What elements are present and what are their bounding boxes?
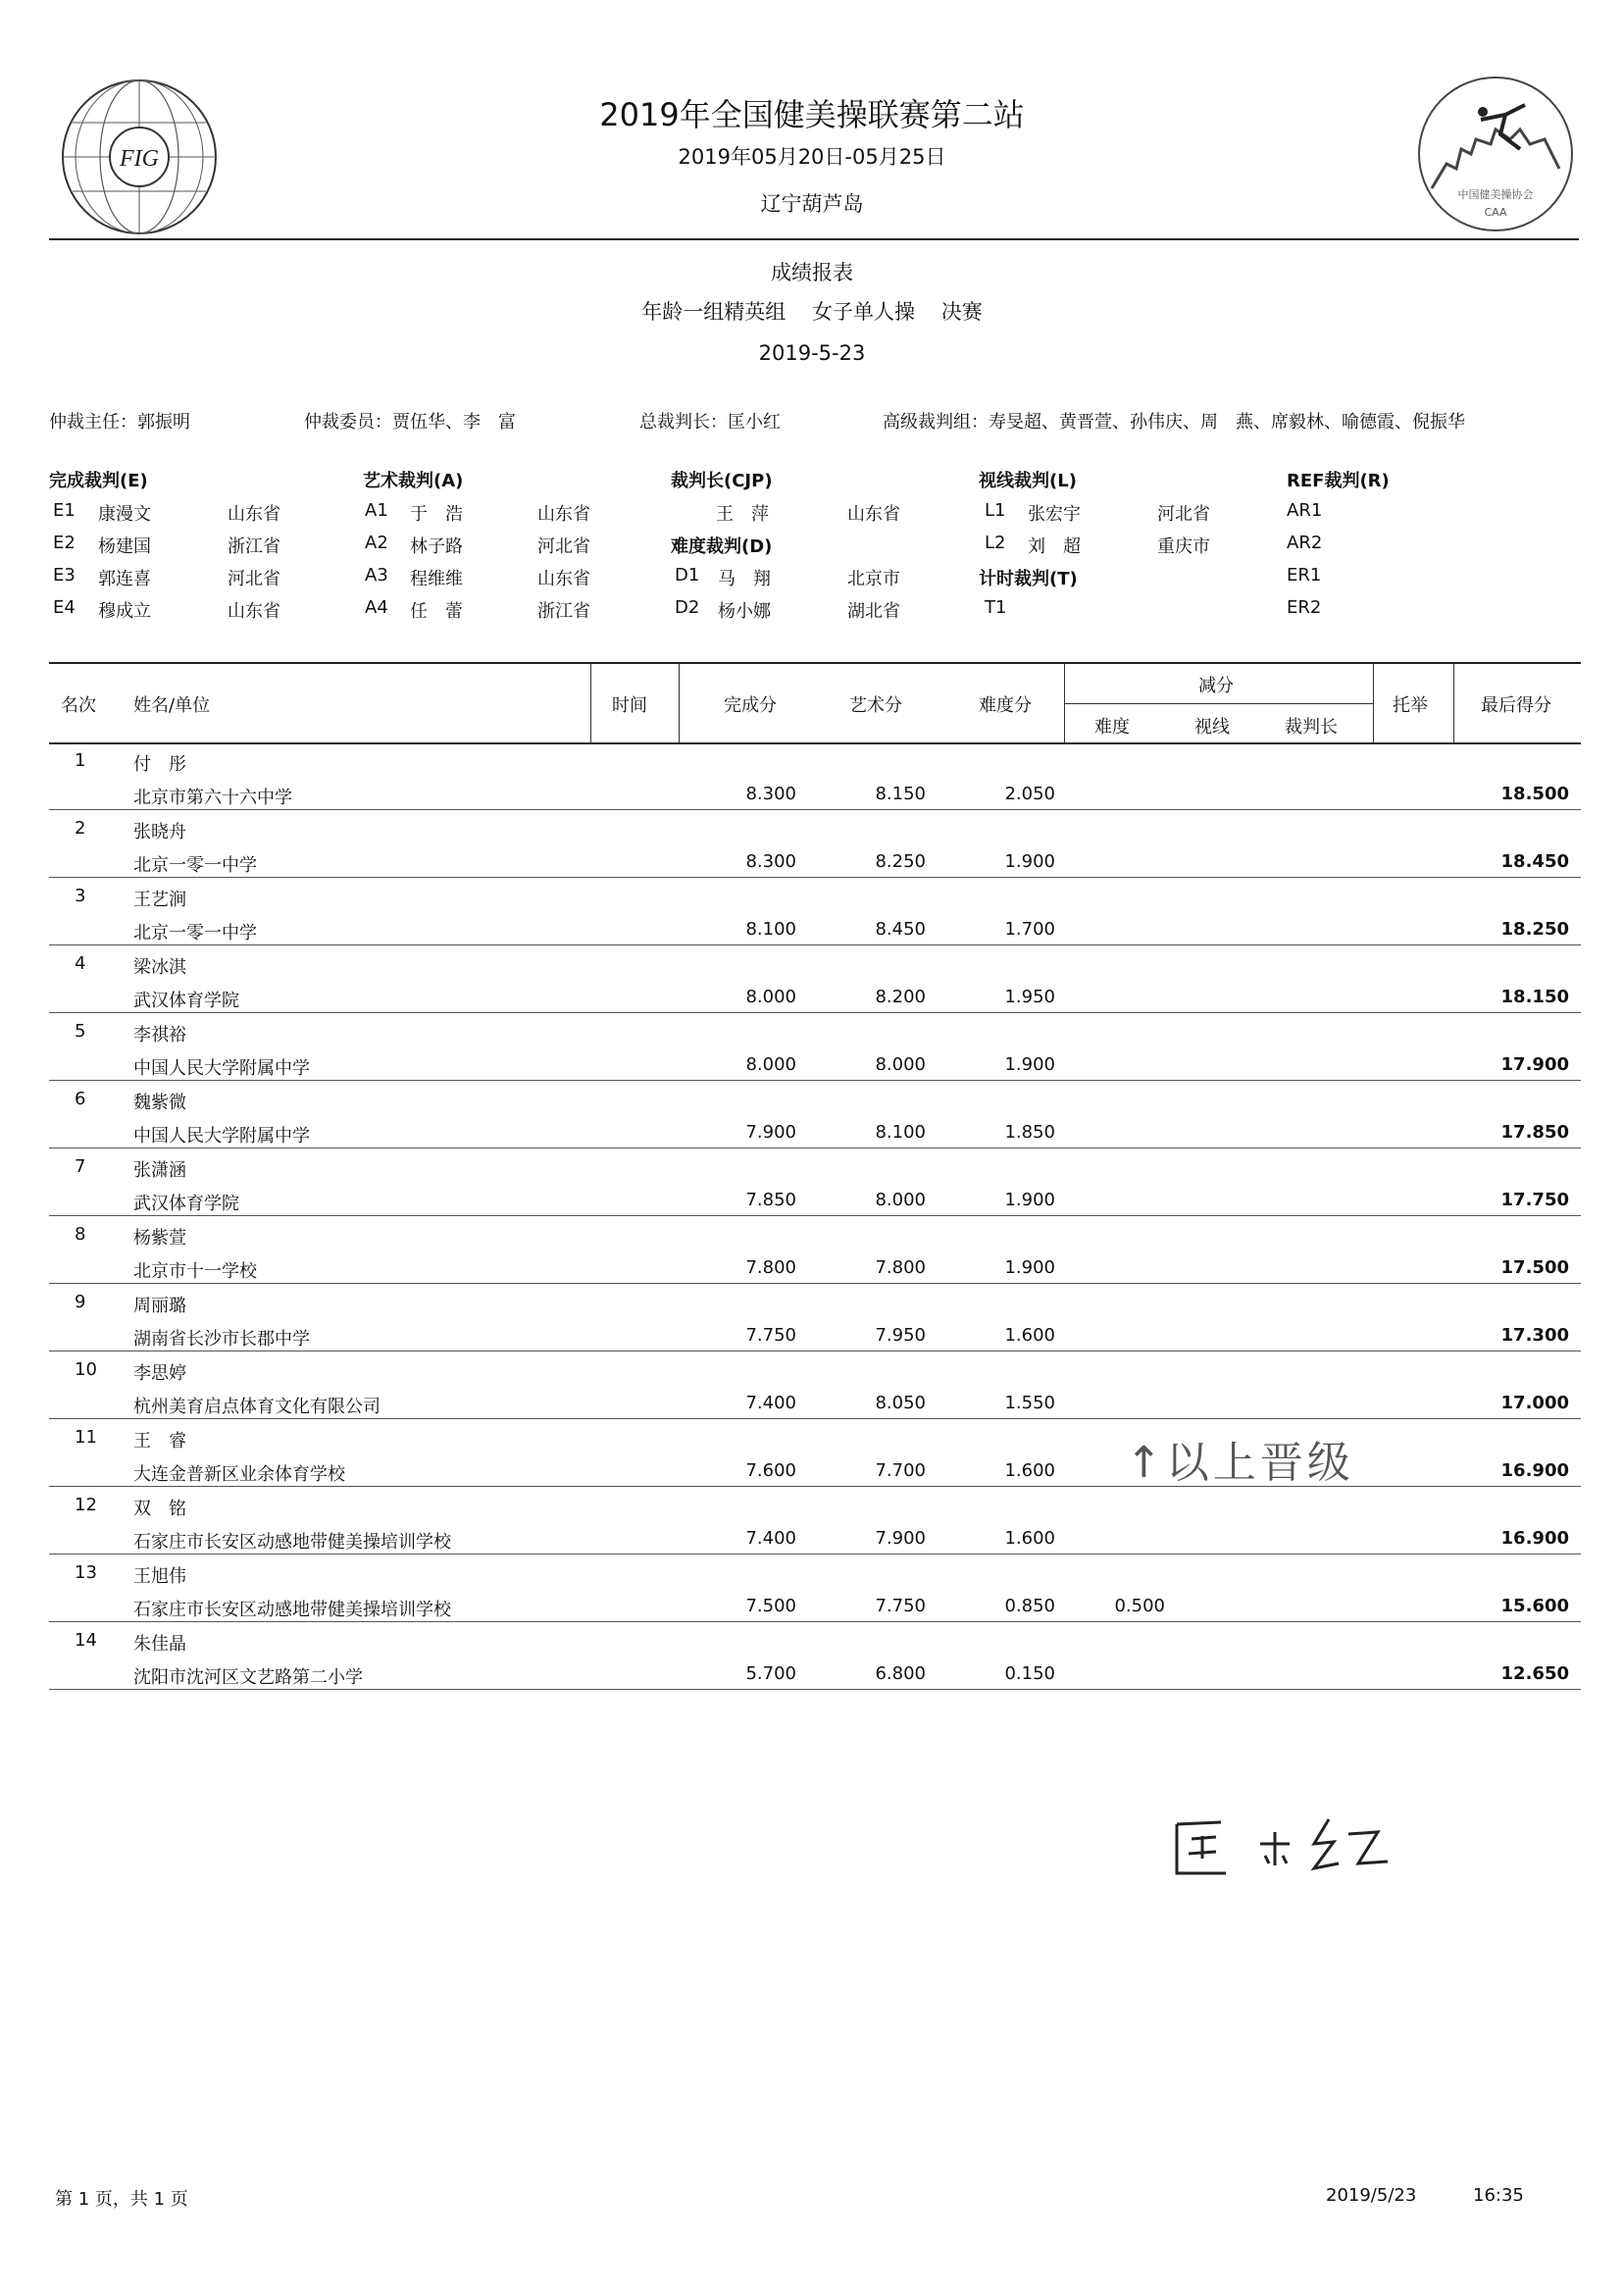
rank-cell: 2 [75, 818, 86, 839]
judge-a3-name: 程维维 [410, 569, 463, 589]
diff-score: 1.900 [1004, 1257, 1055, 1278]
judge-l1-prov: 河北省 [1157, 504, 1210, 525]
report-date: 2019-5-23 [758, 341, 866, 365]
athlete-name: 梁冰淇 [133, 957, 186, 978]
athlete-name: 杨紫萱 [133, 1228, 186, 1249]
athlete-name: 付 彤 [133, 754, 186, 775]
judge-e1-prov: 山东省 [228, 504, 280, 525]
judge-l1-code: L1 [985, 500, 1006, 521]
rank-cell: 6 [75, 1089, 86, 1109]
final-score: 18.150 [1500, 987, 1569, 1007]
judge-a1-code: A1 [365, 500, 388, 521]
diff-score: 1.900 [1004, 1054, 1055, 1075]
panel-header-artistic: 艺术裁判(A) [363, 471, 464, 491]
athlete-name: 张晓舟 [133, 822, 186, 842]
page-number: 第 1 页，共 1 页 [55, 2189, 188, 2210]
deduct-diff: 0.500 [1114, 1596, 1165, 1616]
judge-a4-name: 任 蕾 [410, 601, 463, 622]
table-row [49, 742, 1581, 810]
final-score: 17.750 [1500, 1190, 1569, 1210]
athlete-name: 朱佳晶 [133, 1634, 186, 1655]
athlete-unit: 中国人民大学附属中学 [133, 1126, 310, 1147]
athlete-name: 王艺涧 [133, 890, 186, 910]
diff-score: 1.950 [1004, 987, 1055, 1007]
diff-score: 1.550 [1004, 1393, 1055, 1413]
art-score: 8.200 [875, 987, 926, 1007]
art-score: 8.000 [875, 1054, 926, 1075]
judge-e1-code: E1 [53, 500, 76, 521]
art-score: 8.150 [875, 784, 926, 804]
exec-score: 7.900 [745, 1122, 796, 1143]
final-score: 17.300 [1500, 1325, 1569, 1346]
final-score: 18.450 [1500, 851, 1569, 872]
diff-score: 1.900 [1004, 1190, 1055, 1210]
judge-l2-name: 刘 超 [1028, 536, 1081, 557]
exec-score: 7.400 [745, 1393, 796, 1413]
diff-score: 2.050 [1004, 784, 1055, 804]
exec-score: 8.100 [745, 919, 796, 940]
head-judge: 总裁判长：匡小红 [639, 412, 781, 433]
col-divider [590, 664, 591, 742]
art-score: 8.050 [875, 1393, 926, 1413]
judge-cjp-name: 王 萍 [716, 504, 769, 525]
diff-score: 0.850 [1004, 1596, 1055, 1616]
judge-e3-code: E3 [53, 565, 76, 586]
art-score: 7.700 [875, 1460, 926, 1481]
event-dates: 2019年05月20日-05月25日 [678, 145, 946, 169]
rank-cell: 1 [75, 750, 86, 771]
judge-a1-prov: 山东省 [537, 504, 590, 525]
deduct-divider [1064, 703, 1373, 704]
art-score: 8.100 [875, 1122, 926, 1143]
judge-a2-name: 林子路 [410, 536, 463, 557]
col-ded-line-header: 视线 [1194, 717, 1230, 738]
judge-ar2: AR2 [1287, 533, 1323, 553]
final-score: 12.650 [1500, 1663, 1569, 1684]
col-divider [679, 664, 680, 742]
final-score: 17.000 [1500, 1393, 1569, 1413]
athlete-unit: 中国人民大学附属中学 [133, 1058, 310, 1079]
table-row [49, 1284, 1581, 1351]
col-ded-cjp-header: 裁判长 [1285, 717, 1338, 738]
judge-er1: ER1 [1287, 565, 1322, 586]
exec-score: 7.400 [745, 1528, 796, 1549]
athlete-unit: 大连金普新区业余体育学校 [133, 1464, 345, 1485]
exec-score: 8.300 [745, 784, 796, 804]
judge-t1-code: T1 [985, 597, 1007, 618]
exec-score: 8.000 [745, 987, 796, 1007]
judge-l2-code: L2 [985, 533, 1006, 553]
panel-header-execution: 完成裁判(E) [49, 471, 148, 491]
col-exec-header: 完成分 [724, 695, 777, 716]
col-art-header: 艺术分 [849, 695, 902, 716]
diff-score: 0.150 [1004, 1663, 1055, 1684]
athlete-name: 张潇涵 [133, 1160, 186, 1181]
rank-cell: 5 [75, 1021, 86, 1042]
athlete-unit: 沈阳市沈河区文艺路第二小学 [133, 1667, 363, 1688]
athlete-name: 王 睿 [133, 1431, 186, 1452]
col-name-header: 姓名/单位 [133, 695, 211, 716]
judge-a3-code: A3 [365, 565, 388, 586]
rank-cell: 11 [75, 1427, 97, 1448]
report-category: 年龄一组精英组 女子单人操 决赛 [641, 300, 983, 324]
table-row [49, 1555, 1581, 1622]
rank-cell: 7 [75, 1156, 86, 1177]
senior-judges: 高级裁判组：寿旻超、黄晋萱、孙伟庆、周 燕、席毅林、喻德霞、倪振华 [883, 412, 1465, 433]
report-title: 成绩报表 [771, 261, 853, 284]
judge-d2-name: 杨小娜 [718, 601, 771, 622]
table-row [49, 1081, 1581, 1148]
exec-score: 8.000 [745, 1054, 796, 1075]
panel-header-difficulty: 难度裁判(D) [671, 536, 773, 557]
art-score: 8.450 [875, 919, 926, 940]
judge-l1-name: 张宏宇 [1028, 504, 1081, 525]
svg-text:CAA: CAA [1484, 206, 1507, 219]
art-score: 7.950 [875, 1325, 926, 1346]
table-row [49, 1487, 1581, 1555]
judge-e3-name: 郭连喜 [98, 569, 151, 589]
col-divider [1373, 664, 1374, 742]
judge-a1-name: 于 浩 [410, 504, 463, 525]
athlete-unit: 石家庄市长安区动感地带健美操培训学校 [133, 1600, 451, 1620]
exec-score: 7.850 [745, 1190, 796, 1210]
final-score: 17.500 [1500, 1257, 1569, 1278]
judge-a3-prov: 山东省 [537, 569, 590, 589]
athlete-unit: 北京一零一中学 [133, 855, 257, 876]
exec-score: 7.800 [745, 1257, 796, 1278]
table-row [49, 945, 1581, 1013]
panel-header-line: 视线裁判(L) [979, 471, 1077, 491]
col-diff-header: 难度分 [979, 695, 1032, 716]
final-score: 16.900 [1500, 1460, 1569, 1481]
judge-er2: ER2 [1287, 597, 1322, 618]
art-score: 7.900 [875, 1528, 926, 1549]
judge-d1-prov: 北京市 [847, 569, 900, 589]
event-title: 2019年全国健美操联赛第二站 [599, 96, 1025, 133]
promotion-note: ↑以上晋级 [1126, 1438, 1354, 1488]
judge-e1-name: 康漫文 [98, 504, 151, 525]
panel-header-timing: 计时裁判(T) [979, 569, 1078, 589]
col-deduct-header: 减分 [1198, 676, 1234, 696]
col-divider [1453, 664, 1454, 742]
athlete-unit: 石家庄市长安区动感地带健美操培训学校 [133, 1532, 451, 1553]
athlete-unit: 湖南省长沙市长郡中学 [133, 1329, 310, 1350]
panel-header-ref: REF裁判(R) [1287, 471, 1390, 491]
col-final-header: 最后得分 [1481, 695, 1551, 716]
header-divider [49, 238, 1579, 240]
table-row [49, 1622, 1581, 1690]
rank-cell: 10 [75, 1359, 97, 1380]
judge-cjp-prov: 山东省 [847, 504, 900, 525]
arbitration-committee: 仲裁委员：贾伍华、李 富 [304, 412, 516, 433]
final-score: 16.900 [1500, 1528, 1569, 1549]
judge-a2-prov: 河北省 [537, 536, 590, 557]
col-time-header: 时间 [612, 695, 647, 716]
final-score: 17.850 [1500, 1122, 1569, 1143]
exec-score: 5.700 [745, 1663, 796, 1684]
art-score: 8.250 [875, 851, 926, 872]
col-rank-header: 名次 [61, 695, 96, 716]
final-score: 18.250 [1500, 919, 1569, 940]
judge-e2-prov: 浙江省 [228, 536, 280, 557]
judge-d2-prov: 湖北省 [847, 601, 900, 622]
diff-score: 1.600 [1004, 1528, 1055, 1549]
judge-e4-prov: 山东省 [228, 601, 280, 622]
diff-score: 1.900 [1004, 851, 1055, 872]
rank-cell: 8 [75, 1224, 86, 1245]
judge-d1-code: D1 [675, 565, 700, 586]
rank-cell: 9 [75, 1292, 86, 1312]
rank-cell: 12 [75, 1495, 97, 1515]
diff-score: 1.600 [1004, 1325, 1055, 1346]
final-score: 15.600 [1500, 1596, 1569, 1616]
panel-header-cjp: 裁判长(CJP) [671, 471, 773, 491]
svg-text:FIG: FIG [120, 146, 159, 172]
table-row [49, 878, 1581, 945]
athlete-name: 李思婷 [133, 1363, 186, 1384]
athlete-name: 王旭伟 [133, 1566, 186, 1587]
table-header [49, 662, 1581, 744]
athlete-unit: 北京市十一学校 [133, 1261, 257, 1282]
athlete-name: 周丽璐 [133, 1296, 186, 1316]
athlete-unit: 杭州美育启点体育文化有限公司 [133, 1397, 381, 1417]
exec-score: 7.500 [745, 1596, 796, 1616]
judge-l2-prov: 重庆市 [1157, 536, 1210, 557]
diff-score: 1.600 [1004, 1460, 1055, 1481]
exec-score: 7.600 [745, 1460, 796, 1481]
diff-score: 1.850 [1004, 1122, 1055, 1143]
table-row [49, 1148, 1581, 1216]
event-location: 辽宁葫芦岛 [760, 192, 864, 216]
col-lift-header: 托举 [1393, 695, 1428, 716]
judge-e4-name: 穆成立 [98, 601, 151, 622]
judge-e2-name: 杨建国 [98, 536, 151, 557]
final-score: 18.500 [1500, 784, 1569, 804]
table-row [49, 810, 1581, 878]
row-separator [49, 1689, 1581, 1690]
judge-a4-code: A4 [365, 597, 388, 618]
table-row [49, 1013, 1581, 1081]
exec-score: 7.750 [745, 1325, 796, 1346]
judge-d1-name: 马 翔 [718, 569, 771, 589]
arbitration-chief: 仲裁主任：郭振明 [49, 412, 190, 433]
judge-e3-prov: 河北省 [228, 569, 280, 589]
athlete-unit: 北京一零一中学 [133, 923, 257, 943]
art-score: 8.000 [875, 1190, 926, 1210]
judge-a2-code: A2 [365, 533, 388, 553]
rank-cell: 3 [75, 886, 86, 906]
art-score: 6.800 [875, 1663, 926, 1684]
rank-cell: 14 [75, 1630, 97, 1651]
print-date: 2019/5/23 [1326, 2185, 1417, 2206]
head-judge-signature [1167, 1805, 1412, 1883]
judge-d2-code: D2 [675, 597, 700, 618]
rank-cell: 4 [75, 953, 86, 974]
table-row [49, 1216, 1581, 1284]
judge-a4-prov: 浙江省 [537, 601, 590, 622]
table-row [49, 1351, 1581, 1419]
print-time: 16:35 [1473, 2185, 1524, 2206]
art-score: 7.800 [875, 1257, 926, 1278]
judge-ar1: AR1 [1287, 500, 1323, 521]
athlete-unit: 武汉体育学院 [133, 991, 239, 1011]
rank-cell: 13 [75, 1562, 97, 1583]
athlete-unit: 武汉体育学院 [133, 1194, 239, 1214]
diff-score: 1.700 [1004, 919, 1055, 940]
athlete-name: 双 铭 [133, 1499, 186, 1519]
athlete-name: 李祺裕 [133, 1025, 186, 1045]
art-score: 7.750 [875, 1596, 926, 1616]
exec-score: 8.300 [745, 851, 796, 872]
col-ded-diff-header: 难度 [1094, 717, 1130, 738]
judge-e4-code: E4 [53, 597, 76, 618]
judge-e2-code: E2 [53, 533, 76, 553]
athlete-unit: 北京市第六十六中学 [133, 788, 292, 808]
final-score: 17.900 [1500, 1054, 1569, 1075]
athlete-name: 魏紫微 [133, 1093, 186, 1113]
svg-text:中国健美操协会: 中国健美操协会 [1457, 188, 1534, 201]
